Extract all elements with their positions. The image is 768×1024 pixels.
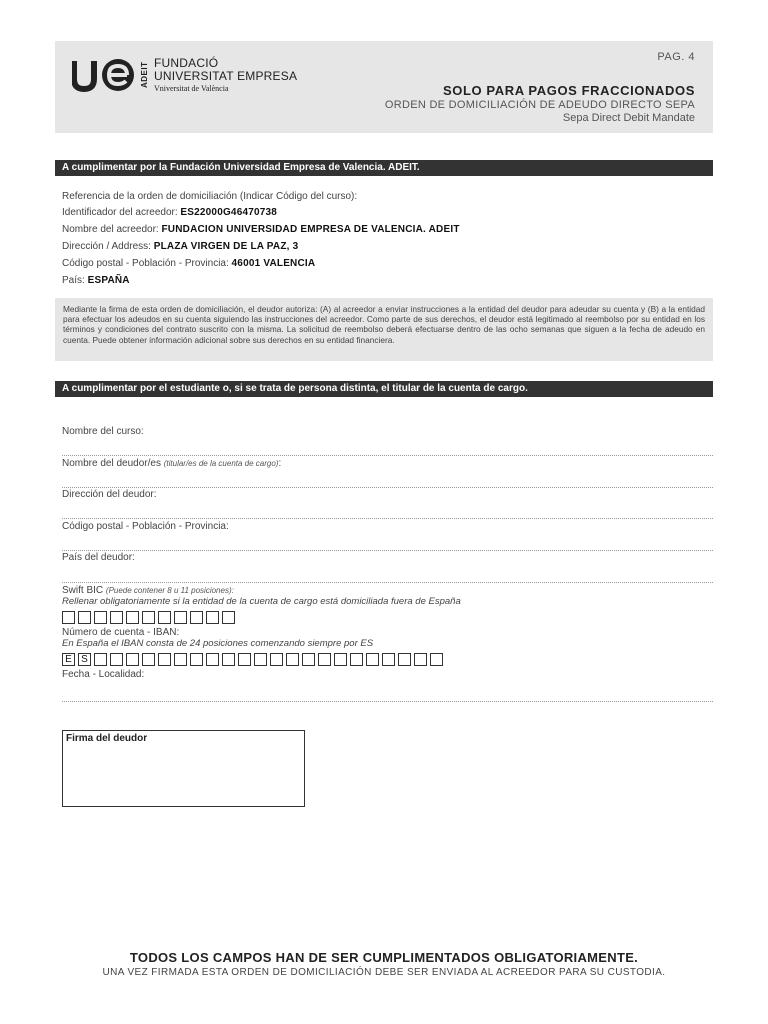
iban-char-box[interactable] <box>142 653 155 666</box>
iban-char-box[interactable] <box>366 653 379 666</box>
date-place-label: Fecha - Localidad: <box>62 669 145 680</box>
iban-char-box[interactable] <box>286 653 299 666</box>
date-place-field[interactable] <box>62 701 713 702</box>
swift-char-box[interactable] <box>126 611 139 624</box>
iban-char-box[interactable] <box>222 653 235 666</box>
page-title: SOLO PARA PAGOS FRACCIONADOS <box>442 83 695 98</box>
logo-adeit-text: ADEIT <box>140 61 149 89</box>
iban-char-box[interactable] <box>382 653 395 666</box>
iban-char-box[interactable] <box>398 653 411 666</box>
swift-text: Swift BIC <box>62 585 104 596</box>
row-value: ESPAÑA <box>87 275 130 286</box>
debtor-address-field[interactable] <box>62 518 713 519</box>
iban-char-box[interactable] <box>414 653 427 666</box>
iban-note: En España el IBAN consta de 24 posiciones comenzando siempre por ES <box>62 638 374 649</box>
iban-char-box[interactable] <box>206 653 219 666</box>
logo-line-2: UNIVERSITAT EMPRESA <box>154 69 298 83</box>
row-label: Código postal - Población - Provincia: <box>62 258 229 269</box>
iban-char-box[interactable] <box>110 653 123 666</box>
debtor-section-heading: A cumplimentar por el estudiante o, si se trata de persona distinta, el titular de la cuenta de cargo. <box>55 381 713 397</box>
row-value: PLAZA VIRGEN DE LA PAZ, 3 <box>153 241 299 252</box>
logo-line-1: FUNDACIÓ <box>154 56 219 70</box>
swift-instruction: Rellenar obligatoriamente si la entidad de la cuenta de cargo está domiciliada fuera de España <box>62 596 461 607</box>
swift-boxes <box>62 611 235 624</box>
creditor-row-name <box>62 224 460 235</box>
swift-char-box[interactable] <box>94 611 107 624</box>
debtor-name-colon: : <box>278 458 282 469</box>
swift-char-box[interactable] <box>174 611 187 624</box>
creditor-row-postal <box>62 258 315 269</box>
iban-char-box[interactable] <box>270 653 283 666</box>
swift-char-box[interactable] <box>206 611 219 624</box>
course-name-label: Nombre del curso: <box>62 426 144 437</box>
debtor-name-label <box>62 458 281 469</box>
iban-char-box[interactable] <box>318 653 331 666</box>
swift-char-box[interactable] <box>78 611 91 624</box>
iban-label: Número de cuenta - IBAN: <box>62 627 180 638</box>
debtor-name-field[interactable] <box>62 487 713 488</box>
creditor-row-address <box>62 241 298 252</box>
creditor-row-reference <box>62 191 357 202</box>
signature-label: Firma del deudor <box>66 733 148 744</box>
row-value: ES22000G46470738 <box>180 207 278 218</box>
row-value: FUNDACION UNIVERSIDAD EMPRESA DE VALENCIA. ADEIT <box>161 224 460 235</box>
row-value: 46001 VALENCIA <box>231 258 316 269</box>
iban-char-box[interactable] <box>350 653 363 666</box>
debtor-country-field[interactable] <box>62 582 713 583</box>
debtor-name-note: (titular/es de la cuenta de cargo) <box>163 459 279 468</box>
creditor-section-heading: A cumplimentar por la Fundación Universidad Empresa de Valencia. ADEIT. <box>55 160 713 176</box>
creditor-row-identifier <box>62 207 277 218</box>
legal-notice: Mediante la firma de esta orden de domiciliación, el deudor autoriza: (A) al acreedor a enviar instrucciones a la entidad del deudor para adeudar su cuenta y (B) a la entidad para efectuar los adeudos en su cuenta siguiendo las instrucciones del acreedor. Como parte de sus derechos, el deudor está legitimado al reembolso por su entidad en los términos y condiciones del contrato suscrito con la misma. La solicitud de reembolso deberá efectuarse dentro de las ocho semanas que siguen a la fecha de adeudo en cuenta. Puede obtener información adicional sobre sus derechos en su entidad financiera. <box>55 298 713 361</box>
debtor-address-label: Dirección del deudor: <box>62 489 157 500</box>
debtor-country-label: País del deudor: <box>62 552 135 563</box>
postal-code-field[interactable] <box>62 550 713 551</box>
iban-char-box[interactable] <box>190 653 203 666</box>
course-name-field[interactable] <box>62 455 713 456</box>
iban-char-box[interactable]: E <box>62 653 75 666</box>
logo-line-3: Vniversitat de València <box>154 84 229 93</box>
swift-note: (Puede contener 8 u 11 posiciones): <box>105 586 234 595</box>
iban-char-box[interactable] <box>238 653 251 666</box>
page-subtitle: ORDEN DE DOMICILIACIÓN DE ADEUDO DIRECTO SEPA <box>384 99 695 111</box>
swift-char-box[interactable] <box>190 611 203 624</box>
row-label: Dirección / Address: <box>62 241 151 252</box>
swift-char-box[interactable] <box>62 611 75 624</box>
row-label: País: <box>62 275 85 286</box>
row-label: Referencia de la orden de domiciliación (Indicar Código del curso): <box>62 191 358 202</box>
iban-char-box[interactable] <box>126 653 139 666</box>
swift-char-box[interactable] <box>222 611 235 624</box>
swift-char-box[interactable] <box>158 611 171 624</box>
footer-mandatory-notice: TODOS LOS CAMPOS HAN DE SER CUMPLIMENTADOS OBLIGATORIAMENTE. <box>129 950 639 965</box>
iban-char-box[interactable] <box>334 653 347 666</box>
iban-boxes <box>62 653 443 666</box>
iban-char-box[interactable]: S <box>78 653 91 666</box>
swift-label <box>62 585 234 596</box>
row-label: Identificador del acreedor: <box>62 207 178 218</box>
iban-char-box[interactable] <box>158 653 171 666</box>
document-header <box>55 41 713 133</box>
page-subtitle-english: Sepa Direct Debit Mandate <box>562 112 695 124</box>
swift-char-box[interactable] <box>110 611 123 624</box>
creditor-row-country <box>62 275 130 286</box>
swift-char-box[interactable] <box>142 611 155 624</box>
ue-logo-icon <box>72 57 136 93</box>
iban-char-box[interactable] <box>174 653 187 666</box>
iban-char-box[interactable] <box>430 653 443 666</box>
debtor-name-text: Nombre del deudor/es <box>62 458 161 469</box>
postal-code-label: Código postal - Población - Provincia: <box>62 521 229 532</box>
iban-char-box[interactable] <box>254 653 267 666</box>
logo-wordmark <box>154 57 297 94</box>
page-number: PAG. 4 <box>657 51 695 63</box>
iban-char-box[interactable] <box>94 653 107 666</box>
signature-box[interactable] <box>62 730 305 807</box>
row-label: Nombre del acreedor: <box>62 224 159 235</box>
footer-custody-notice: UNA VEZ FIRMADA ESTA ORDEN DE DOMICILIACIÓN DEBE SER ENVIADA AL ACREEDOR PARA SU CUSTODIA. <box>102 967 666 978</box>
iban-char-box[interactable] <box>302 653 315 666</box>
